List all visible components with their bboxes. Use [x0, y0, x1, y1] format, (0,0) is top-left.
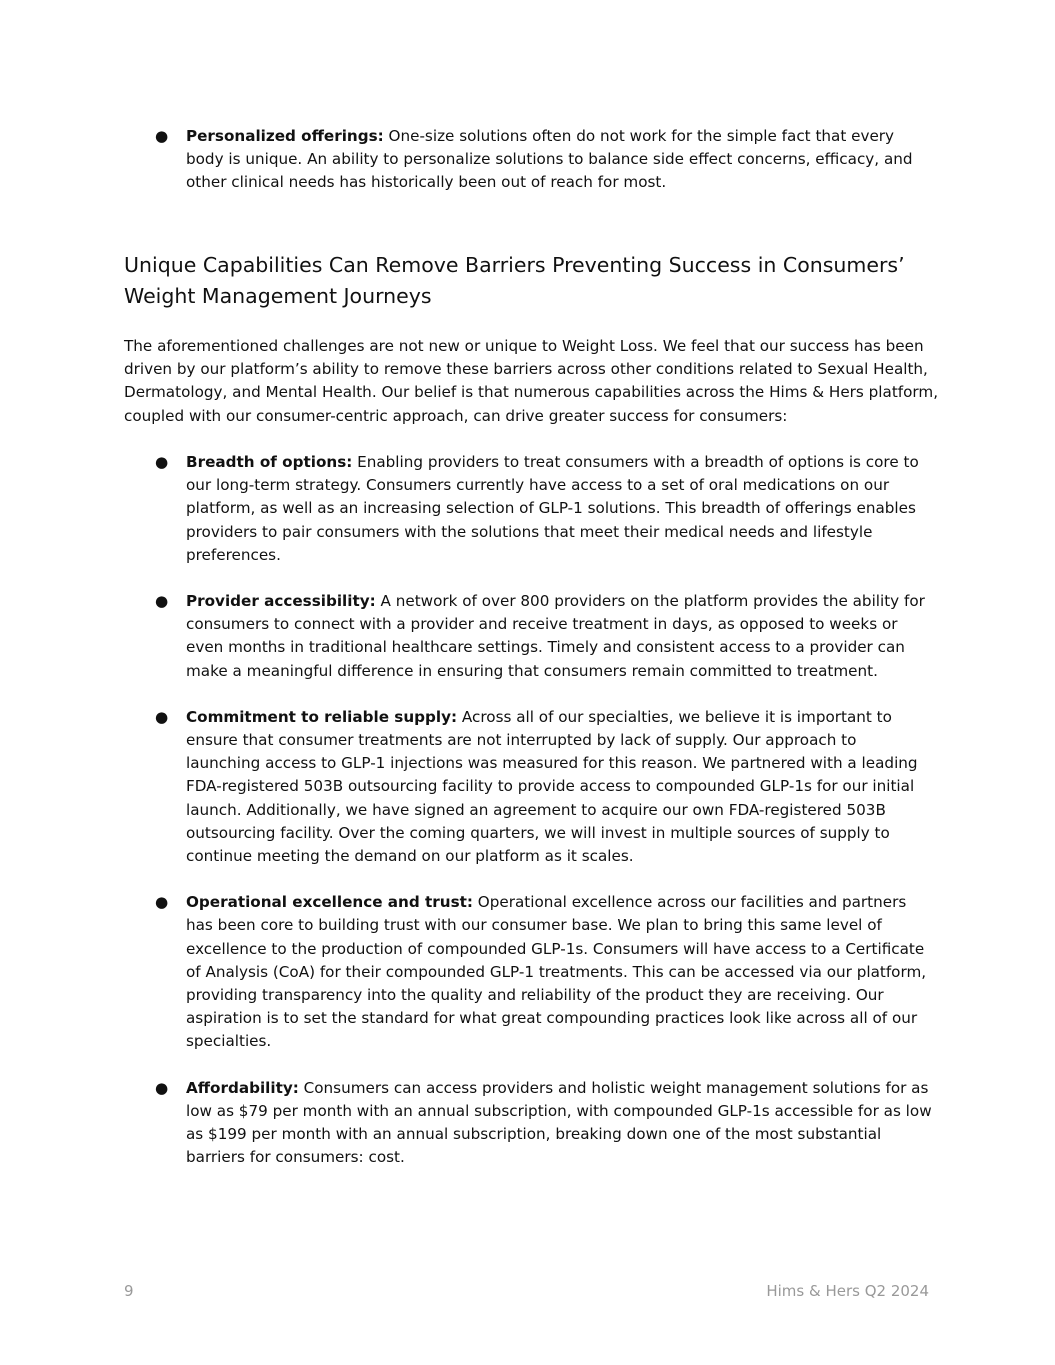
- bullet-title: Operational excellence and trust:: [186, 893, 473, 912]
- list-item: [155, 706, 935, 868]
- bullet-text: Enabling providers to treat consumers with a breadth of options is core to our long-term strategy. Consumers currently have access to a set of oral medications on our platform, as well as an increasing selection of GLP-1 solutions. This breadth of offerings enables providers to pair consumers with the solutions that meet their medical needs and lifestyle preferences.: [186, 453, 919, 564]
- list-item: [155, 125, 935, 195]
- top-bullet-list: [155, 125, 935, 218]
- list-item: [155, 891, 935, 1053]
- bullet-title: Affordability:: [186, 1078, 299, 1097]
- bullet-icon: ●: [155, 707, 169, 726]
- bullet-text: Across all of our specialties, we believe it is important to ensure that consumer treatments are not interrupted by lack of supply. Our approach to launching access to GLP-1 injections was measured for this reason. We partnered with a leading FDA-registered 503B outsourcing facility to provide access to compounded GLP-1s for our initial launch. Additionally, we have signed an agreement to acquire our own FDA-registered 503B outsourcing facility. Over the coming quarters, we will invest in multiple sources of supply to continue meeting the demand on our platform as it scales.: [186, 707, 918, 866]
- list-item: [155, 590, 935, 683]
- intro-paragraph: The aforementioned challenges are not new or unique to Weight Loss. We feel that our success has been driven by our platform’s ability to remove these barriers across other conditions related to Sexual Health, Dermatology, and Mental Health. Our belief is that numerous capabilities across the Hims & Hers platform, coupled with our consumer-centric approach, can drive greater success for consumers:: [124, 337, 939, 425]
- bullet-text: One-size solutions often do not work for the simple fact that every body is unique. An ability to personalize solutions to balance side effect concerns, efficacy, and other clinical needs has historically been out of reach for most.: [186, 127, 913, 192]
- section-heading: Unique Capabilities Can Remove Barriers Preventing Success in Consumers’ Weight Management Journeys: [124, 253, 905, 308]
- page-number: 9: [124, 1282, 134, 1300]
- bullet-text: Operational excellence across our facilities and partners has been core to building trust with our consumer base. We plan to bring this same level of excellence to the production of compounded GLP-1s. Consumers will have access to a Certificate of Analysis (CoA) for their compounded GLP-1 treatments. This can be accessed via our platform, providing transparency into the quality and reliability of the product they are receiving. Our aspiration is to set the standard for what great compounding practices look like across all of our specialties.: [186, 893, 927, 1051]
- bullet-icon: ●: [155, 893, 169, 912]
- bullet-icon: ●: [155, 127, 169, 145]
- capabilities-list: [155, 451, 935, 1192]
- bullet-title: Personalized offerings:: [186, 127, 384, 145]
- bullet-icon: ●: [155, 1078, 169, 1097]
- bullet-title: Breadth of options:: [186, 453, 353, 471]
- bullet-text: A network of over 800 providers on the platform provides the ability for consumers to connect with a provider and receive treatment in days, as opposed to weeks or even months in traditional healthcare settings. Timely and consistent access to a provider can make a meaningful difference in ensuring that consumers remain committed to treatment.: [186, 592, 925, 680]
- bullet-title: Provider accessibility:: [186, 592, 376, 611]
- list-item: [155, 451, 935, 567]
- bullet-icon: ●: [155, 592, 169, 611]
- footer-label: Hims & Hers Q2 2024: [766, 1282, 929, 1300]
- list-item: [155, 1077, 935, 1170]
- bullet-title: Commitment to reliable supply:: [186, 707, 458, 726]
- bullet-icon: ●: [155, 453, 169, 471]
- bullet-text: Consumers can access providers and holistic weight management solutions for as low as $79 per month with an annual subscription, with compounded GLP-1s accessible for as low as $199 per month with an annual subscription, breaking down one of the most substantial barriers for consumers: cost.: [186, 1078, 932, 1167]
